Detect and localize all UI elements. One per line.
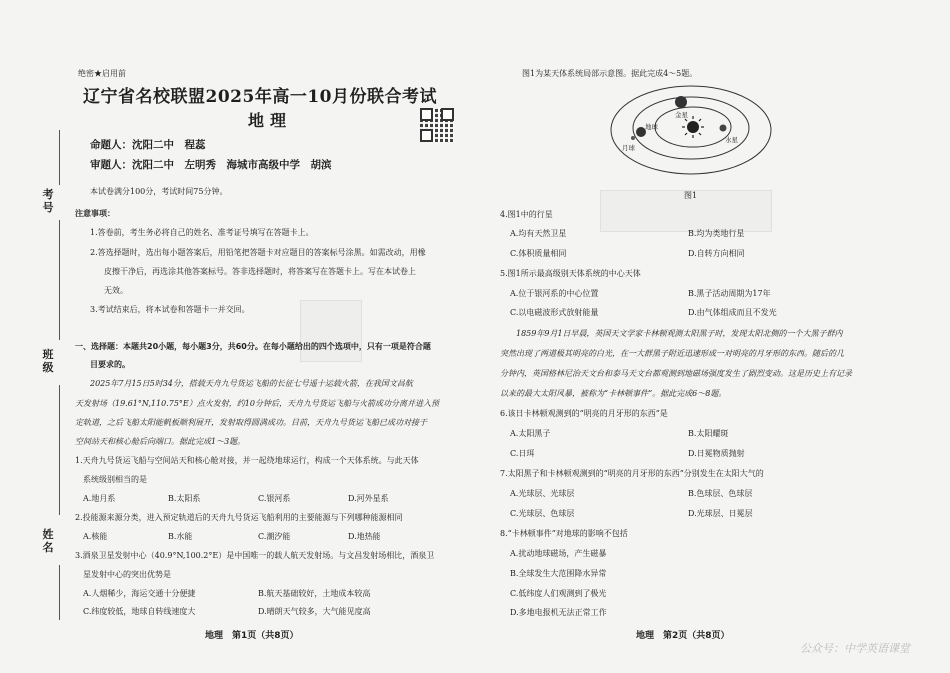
question-1-stem-cont: 系统级别相当的是 [83,475,147,484]
option: D.光球层、日冕层 [688,509,753,518]
option: D.晴朗天气较多，大气能见度高 [258,607,371,616]
option: C.体积质量相同 [510,249,567,258]
binding-line [59,130,60,185]
passage-line: 1859年9月1日早晨，英国天文学家卡林顿观测太阳黑子时，发现太阳北侧的一个大黑子群内 [516,329,843,338]
option: A.地月系 [83,494,116,503]
exam-title: 辽宁省名校联盟2025年高一10月份联合考试 [83,87,437,107]
question-2-stem: 2.投能源来源分类，进入预定轨道后的天舟九号货运飞船利用的主要能源与下列哪种能源相同 [75,513,403,522]
option: A.核能 [83,532,108,541]
figure-intro: 图1为某天体系统局部示意图。据此完成4～5题。 [522,69,698,78]
question-4-stem: 4.图1中的行星 [500,210,553,219]
proposer-line: 命题人：沈阳二中 程蕊 [90,139,206,151]
option: C.以电磁波形式放射能量 [510,308,599,317]
option: C.银河系 [258,494,291,503]
option: C.低纬度人们观测到了极光 [510,589,607,598]
option: C.纬度较低，地球自转线速度大 [83,607,196,616]
venus-label: 金星 [675,111,688,119]
option: A.人烟稀少，海运交通十分便捷 [83,589,196,598]
option: C.光球层、色球层 [510,509,575,518]
notice-title: 注意事项： [75,209,115,218]
question-8-stem: 8.“卡林顿事件”对地球的影响不包括 [500,529,628,538]
exam-info: 本试卷满分100分，考试时间75分钟。 [90,187,228,196]
page-footer-left: 地理 第1页（共8页） [205,631,299,641]
subject-title: 地理 [248,111,293,130]
section-title-cont: 目要求的。 [90,360,130,369]
option: A.光球层、光球层 [510,489,575,498]
moon-label: 月球 [622,144,635,152]
passage-line: 突然出现了两道极其明亮的白光，在一大群黑子附近迅速形成一对明亮的月牙形的东西。随后的几 [500,349,844,358]
option: C.日珥 [510,449,535,458]
question-7-stem: 7.太阳黑子和卡林顿观测到的“明亮的月牙形的东西”分别发生在太阳大气的 [500,469,764,478]
watermark: 公众号：中学英语课堂 [800,642,910,655]
option: D.由气体组成而且不发光 [688,308,777,317]
option: B.全球发生大范围降水异常 [510,569,607,578]
option: D.自转方向相同 [688,249,745,258]
option: B.色球层、色球层 [688,489,753,498]
mercury-label: 水星 [725,136,738,144]
option: A.扰动地球磁场，产生磁暴 [510,549,607,558]
option: A.太阳黑子 [510,429,551,438]
question-5-stem: 5.图1所示最高级别天体系统的中心天体 [500,269,641,278]
bleed-through-shadow [300,300,362,362]
notice-item: 1.答卷前，考生务必将自己的姓名、准考证号填写在答题卡上。 [90,228,314,237]
option: B.均为类地行星 [688,229,745,238]
binding-line [59,220,60,340]
passage-line: 以来的最大太阳风暴，被称为“卡林顿事件”。据此完成6～8题。 [500,389,727,398]
earth-label: 地球 [645,123,658,131]
option: C.潮汐能 [258,532,291,541]
option: B.太阳耀斑 [688,429,729,438]
venus-icon [675,96,687,108]
mercury-icon [720,125,727,132]
option: B.太阳系 [168,494,201,503]
option: D.多地电报机无法正常工作 [510,608,607,617]
option: A.均有天然卫星 [510,229,567,238]
notice-item: 无效。 [104,286,128,295]
passage-line: 2025年7月15日5时34分，搭载天舟九号货运飞船的长征七号遥十运载火箭，在我国文昌航 [90,379,413,388]
question-3-stem-cont: 星发射中心的突出优势是 [83,570,171,579]
moon-icon [631,136,635,140]
binding-line [59,385,60,515]
class-label: 班级 [42,348,54,374]
name-label: 姓名 [42,528,54,554]
question-6-stem: 6.该日卡林顿观测到的“明亮的月牙形的东西”是 [500,409,668,418]
exam-number-label: 考号 [42,188,54,214]
reviewer-line: 审题人：沈阳二中 左明秀 海城市高级中学 胡滨 [90,159,332,171]
option: B.水能 [168,532,193,541]
page-footer-right: 地理 第2页（共8页） [636,631,730,641]
sun-icon [682,116,704,138]
question-1-stem: 1.天舟九号货运飞船与空间站天和核心舱对接，并一起绕地球运行，构成一个天体系统。与此天体 [75,456,419,465]
question-3-stem: 3.酒泉卫星发射中心（40.9°N,100.2°E）是中国唯一的载人航天发射场。与文昌发射场相比，酒泉卫 [75,551,435,560]
section-title: 一、选择题：本题共20小题，每小题3分，共60分。在每小题给出的四个选项中，只有一项是符合题 [75,342,431,351]
passage-line: 定轨道，之后飞船太阳能帆板顺利展开，发射取得圆满成功。目前，天舟九号货运飞船已成功对接于 [75,418,427,427]
option: D.河外星系 [348,494,389,503]
notice-item: 2.答选择题时，选出每小题答案后，用铅笔把答题卡对应题目的答案标号涂黑。如需改动，用橡 [90,248,426,257]
secret-mark: 绝密★启用前 [78,69,126,78]
option: A.位于银河系的中心位置 [510,289,599,298]
passage-line: 分钟内，英国格林尼治天文台和泰马天文台都观测到地磁场强度发生了剧烈变动。这是历史上有记录 [500,369,852,378]
notice-item: 3.考试结束后，将本试卷和答题卡一并交回。 [90,305,250,314]
qr-code-icon [420,108,454,142]
solar-system-diagram [605,82,775,182]
option: B.黑子活动周期为17年 [688,289,771,298]
passage-line: 天发射场（19.61°N,110.75°E）点火发射，约10分钟后，天舟九号货运飞船与火箭成功分离并进入预 [75,399,439,408]
binding-line [59,565,60,620]
option: D.日冕物质抛射 [688,449,745,458]
figure-caption: 图1 [684,191,698,200]
passage-line: 空间站天和核心舱后向端口。据此完成1～3题。 [75,437,246,446]
option: D.地热能 [348,532,381,541]
option: B.航天基础较好，土地成本较高 [258,589,371,598]
notice-item: 皮擦干净后，再选涂其他答案标号。答非选择题时，将答案写在答题卡上。写在本试卷上 [104,267,416,276]
